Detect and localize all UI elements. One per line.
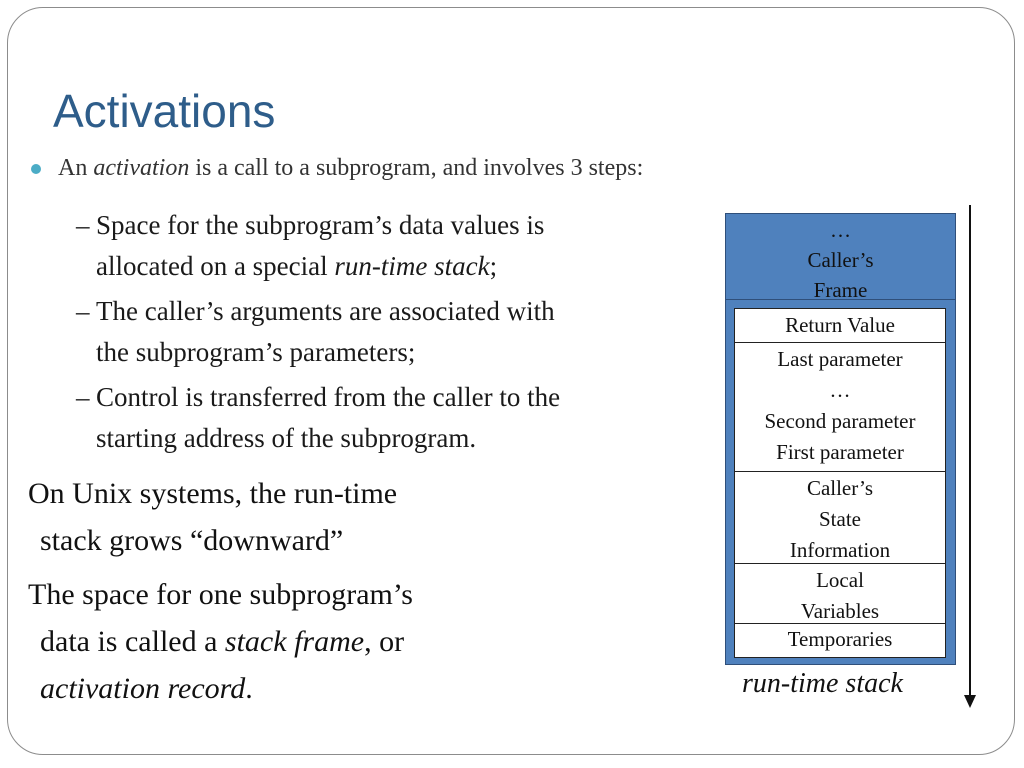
para-line xyxy=(28,665,588,712)
step-item xyxy=(76,377,701,459)
step-line: Control is transferred from the caller to the xyxy=(96,382,561,412)
stack-frame-paragraph xyxy=(28,571,588,712)
intro-prefix: An xyxy=(58,155,88,181)
slide-title: Activations xyxy=(53,85,276,137)
unix-stack-paragraph xyxy=(28,470,588,564)
para-suffix: , or xyxy=(364,625,405,658)
locals-line: Local xyxy=(816,568,864,592)
caller-state-cell xyxy=(734,471,946,565)
intro-bullet xyxy=(58,155,643,182)
para-line xyxy=(28,618,588,665)
return-value-cell: Return Value xyxy=(734,308,946,344)
step-line xyxy=(96,246,701,287)
para-line: The space for one subprogram’s xyxy=(28,578,413,611)
temporaries-cell: Temporaries xyxy=(734,623,946,658)
para-emphasis: activation record xyxy=(40,672,246,705)
steps-list xyxy=(76,205,701,463)
parameter-line: First parameter xyxy=(776,440,904,464)
state-line: Information xyxy=(789,538,891,562)
para-line: stack grows “downward” xyxy=(40,524,344,557)
para-line: On Unix systems, the run-time xyxy=(28,477,398,510)
dash-marker: – xyxy=(76,382,90,412)
bullet-icon xyxy=(31,164,41,174)
caller-frame-block xyxy=(726,214,955,300)
step-line-prefix: allocated on a special xyxy=(96,251,335,281)
run-time-stack-diagram xyxy=(725,213,956,665)
local-variables-cell xyxy=(734,563,946,625)
step-line-emphasis: run-time stack xyxy=(334,251,490,281)
parameter-line: Second parameter xyxy=(764,409,916,433)
para-emphasis: stack frame xyxy=(224,625,365,658)
parameters-cell xyxy=(734,342,946,473)
step-line-suffix: ; xyxy=(489,251,498,281)
down-arrow-icon xyxy=(958,205,982,710)
state-line: Caller’s xyxy=(806,476,874,500)
dash-marker: – xyxy=(76,296,90,326)
para-suffix: . xyxy=(245,672,253,705)
intro-suffix: is a call to a subprogram, and involves 3 steps: xyxy=(195,155,644,181)
step-item xyxy=(76,205,701,287)
caller-frame-line: Caller’s xyxy=(807,248,874,272)
step-line: The caller’s arguments are associated with xyxy=(96,296,555,326)
parameter-line: Last parameter xyxy=(777,347,903,371)
dash-marker: – xyxy=(76,210,90,240)
para-prefix: data is called a xyxy=(40,625,225,658)
step-item xyxy=(76,291,701,373)
stack-caption: run-time stack xyxy=(742,668,903,699)
caller-frame-line: … xyxy=(830,218,851,242)
caller-frame-line: Frame xyxy=(813,278,868,302)
locals-line: Variables xyxy=(800,599,880,623)
step-line: starting address of the subprogram. xyxy=(96,423,477,453)
state-line: State xyxy=(819,507,861,531)
parameter-line: … xyxy=(829,378,851,402)
step-line: the subprogram’s parameters; xyxy=(96,337,416,367)
step-line: Space for the subprogram’s data values is xyxy=(96,210,545,240)
intro-emphasis: activation xyxy=(93,155,190,181)
